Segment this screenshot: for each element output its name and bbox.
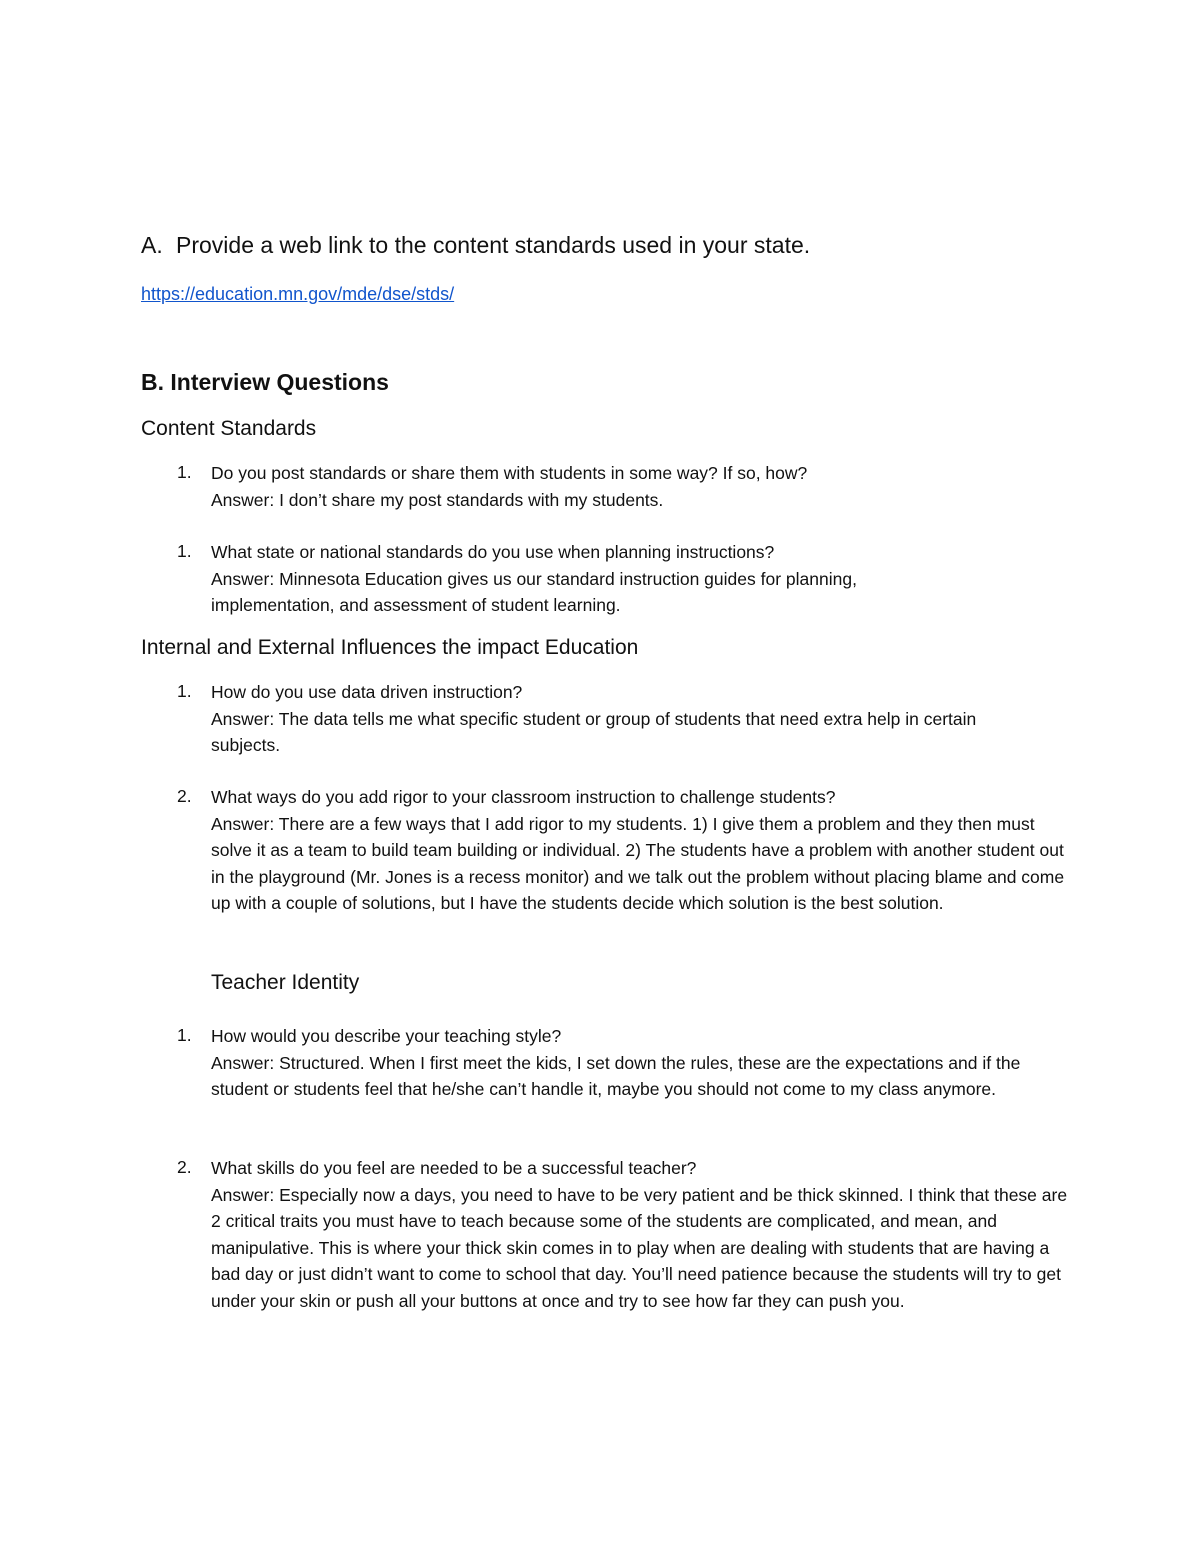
content-standards-title: Content Standards <box>141 417 317 440</box>
standards-link[interactable]: https://education.mn.gov/mde/dse/stds/ <box>141 284 455 304</box>
inf-item-2-question: What ways do you add rigor to your classroom instruction to challenge students? <box>211 787 836 807</box>
teacher-identity-title: Teacher Identity <box>211 971 360 994</box>
inf-item-1 <box>211 679 1041 759</box>
section-a-heading-text: Provide a web link to the content standards used in your state. <box>176 232 811 258</box>
section-a-marker: A. <box>141 232 163 258</box>
section-b-heading: B. Interview Questions <box>141 369 389 395</box>
cs-item-2-question: What state or national standards do you use when planning instructions? <box>211 542 775 562</box>
section-a-heading <box>141 232 810 259</box>
ti-item-2-answer: Answer: Especially now a days, you need to have to be very patient and be thick skinned. I think that these are 2 critical traits you must have to teach because some of the students are complicated, and mean, and manipulative. This is where your thick skin comes in to play when are dealing with students that are having a bad day or just didn’t want to come to school that day. You’ll need patience because the students will try to get under your skin or push all your buttons at once and try to see how far they can push you. <box>211 1184 1068 1311</box>
ti-item-2-number: 2. <box>177 1157 192 1177</box>
cs-item-2 <box>211 539 971 619</box>
ti-item-1 <box>211 1023 1073 1103</box>
inf-item-1-answer: Answer: The data tells me what specific student or group of students that need extra help in certain subjects. <box>211 708 977 755</box>
ti-item-1-question: How would you describe your teaching style? <box>211 1026 562 1046</box>
inf-item-2-number: 2. <box>177 786 192 806</box>
ti-item-1-number: 1. <box>177 1025 192 1045</box>
cs-item-1-question: Do you post standards or share them with students in some way? If so, how? <box>211 463 808 483</box>
inf-item-2 <box>211 784 1073 917</box>
ti-item-2 <box>211 1155 1073 1314</box>
inf-item-2-answer: Answer: There are a few ways that I add rigor to my students. 1) I give them a problem and they then must solve it as a team to build team building or individual. 2) The students have a problem with another student out in the playground (Mr. Jones is a recess monitor) and we talk out the problem without placing blame and come up with a couple of solutions, but I have the students decide which solution is the best solution. <box>211 813 1065 913</box>
inf-item-1-question: How do you use data driven instruction? <box>211 682 523 702</box>
cs-item-2-number: 1. <box>177 541 192 561</box>
cs-item-1 <box>211 460 1071 513</box>
inf-item-1-number: 1. <box>177 681 192 701</box>
cs-item-2-answer: Answer: Minnesota Education gives us our standard instruction guides for planning, implementation, and assessment of student learning. <box>211 568 857 615</box>
ti-item-1-answer: Answer: Structured. When I first meet the kids, I set down the rules, these are the expectations and if the student or students feel that he/she can’t handle it, maybe you should not come to my class anymore. <box>211 1052 1021 1099</box>
cs-item-1-number: 1. <box>177 462 192 482</box>
influences-title: Internal and External Influences the impact Education <box>141 636 639 659</box>
ti-item-2-question: What skills do you feel are needed to be a successful teacher? <box>211 1158 697 1178</box>
cs-item-1-answer: Answer: I don’t share my post standards with my students. <box>211 489 664 510</box>
